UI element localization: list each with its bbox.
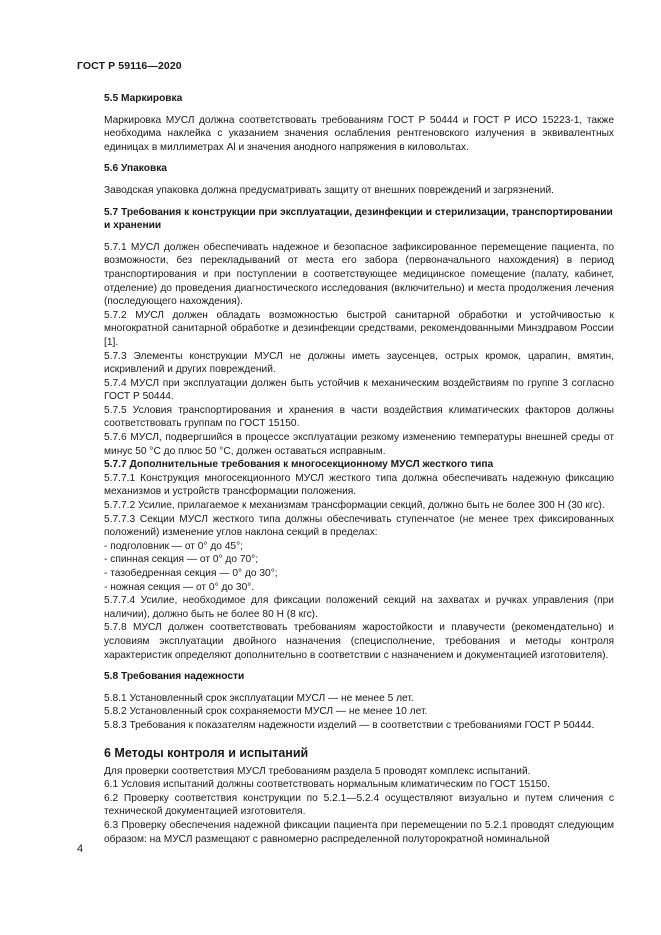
list-item: - ножная секция — от 0° до 30°. — [104, 581, 255, 593]
section-5-6-text: Заводская упаковка должна предусматривать защиту от внешних повреждений и загрязнений. — [104, 184, 554, 196]
page-number: 4 — [77, 843, 84, 855]
para-5-7-6: 5.7.6 МУСЛ, подвергшийся в процессе эксплуатации резкому изменению температуры внешней среды от минус 50 °C до плюс 50 °C, должен оставаться исправным. — [104, 432, 614, 457]
list-item: - подголовник — от 0° до 45°; — [104, 540, 244, 552]
para-5-8-1: 5.8.1 Установленный срок эксплуатации МУСЛ — не менее 5 лет. — [104, 692, 414, 704]
list-item: - тазобедренная секция — 0° до 30°; — [104, 568, 278, 579]
section-6-title: 6 Методы контроля и испытаний — [104, 745, 309, 760]
para-5-7-1: 5.7.1 МУСЛ должен обеспечивать надежное и безопасное зафиксированное перемещение пациента, по возможности, без перекладываний от места его забора (первоначального нахождения) в период транспортирования и при поступлении в соответствующее медицинское помещение (палату, кабинет, отделение) до проведения диагностического исследования (включительно) и места продолжения лечения (последующего нахождения). — [104, 241, 614, 308]
para-5-8-3: 5.8.3 Требования к показателям надежности изделий — в соответствии с требованиями ГОСТ Р 50444. — [104, 719, 595, 731]
para-5-7-8: 5.7.8 МУСЛ должен соответствовать требованиям жаростойкости и плавучести (рекомендательно) и условиям эксплуатации двойного назначения (специсполнение, требования и методы контроля характеристик определяют дополнительно в соответствии с назначением и документацией изготовителя). — [104, 622, 614, 661]
section-5-6-title: 5.6 Упаковка — [104, 163, 167, 175]
list-item: - спинная секция — от 0° до 70°; — [104, 554, 259, 566]
section-5-5-text-body: Маркировка МУСЛ должна соответствовать требованиям ГОСТ Р 50444 и ГОСТ Р ИСО 15223-1, также необходима наклейка с указанием значения ослабления рентгеновского излучения в эквивалентных единицах в миллиметрах Al и значения анодного напряжения в киловольтах. — [104, 114, 614, 153]
para-5-7-7-2: 5.7.7.2 Усилие, прилагаемое к механизмам трансформации секций, должно быть не более 300 Н (30 кгс). — [104, 500, 605, 512]
para-5-7-5: 5.7.5 Условия транспортирования и хранения в части воздействия климатических факторов должны соответствовать группам по ГОСТ 15150. — [104, 404, 614, 430]
para-5-7-7-title: 5.7.7 Дополнительные требования к многосекционному МУСЛ жесткого типа — [104, 459, 494, 471]
para-6-1: 6.1 Условия испытаний должны соответствовать нормальным климатическим по ГОСТ 15150. — [104, 779, 550, 791]
para-5-7-2: 5.7.2 МУСЛ должен обладать возможностью быстрой санитарной обработки и устойчивостью к многократной санитарной обработке и дезинфекции средствами, рекомендованными Минздравом России [1]. — [104, 309, 614, 348]
section-5-8-title: 5.8 Требования надежности — [104, 671, 245, 683]
document-header: ГОСТ Р 59116—2020 — [77, 60, 182, 72]
para-6-intro: Для проверки соответствия МУСЛ требованиям раздела 5 проводят комплекс испытаний. — [104, 765, 531, 777]
section-5-5-title: 5.5 Маркировка — [104, 93, 183, 104]
para-5-7-7-4: 5.7.7.4 Усилие, необходимое для фиксации положений секций на захватах и ручках управления (при наличии), должно быть не более 80 Н (8 кгс). — [104, 595, 614, 620]
para-6-2: 6.2 Проверку соответствия конструкции по 5.2.1—5.2.4 осуществляют визуально и путем сличения с технической документацией изготовителя. — [104, 792, 614, 818]
para-5-7-7-3: 5.7.7.3 Секции МУСЛ жесткого типа должны обеспечивать ступенчатое (не менее трех фиксированных положений) изменение углов наклона секций в пределах: — [104, 513, 614, 539]
para-5-7-4: 5.7.4 МУСЛ при эксплуатации должен быть устойчив к механическим воздействиям по группе 3 согласно ГОСТ Р 50444. — [104, 377, 614, 403]
section-5-5-text — [104, 114, 614, 155]
para-5-8-2: 5.8.2 Установленный срок сохраняемости МУСЛ — не менее 10 лет. — [104, 706, 428, 718]
section-angle-list — [104, 540, 614, 594]
para-6-3: 6.3 Проверку обеспечения надежной фиксации пациента при перемещении по 5.2.1 проводят следующим образом: на МУСЛ размещают с равномерно распределенной полуторократной номинальной — [104, 819, 614, 845]
para-5-7-7-1: 5.7.7.1 Конструкция многосекционного МУСЛ жесткого типа должна обеспечивать надежную фиксацию механизмов и устройств трансформации положения. — [104, 472, 614, 498]
section-5-7-title: 5.7 Требования к конструкции при эксплуатации, дезинфекции и стерилизации, транспортировании и хранении — [104, 206, 613, 232]
para-5-7-3: 5.7.3 Элементы конструкции МУСЛ не должны иметь заусенцев, острых кромок, царапин, вмятин, искривлений и других повреждений. — [104, 350, 614, 376]
page-content — [104, 92, 614, 846]
